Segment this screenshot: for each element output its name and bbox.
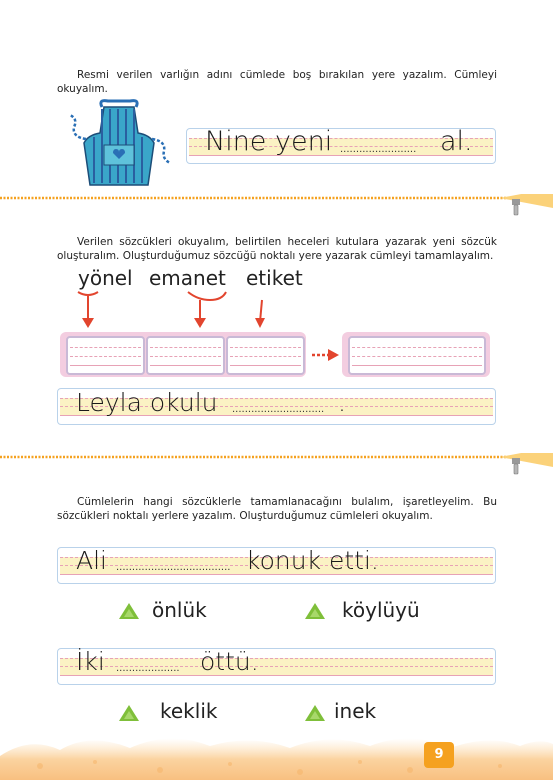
sentence4-blank[interactable]: .................... xyxy=(116,663,180,674)
sentence2-end: . xyxy=(338,388,346,417)
word-etiket: etiket xyxy=(246,266,303,290)
option-triangle-koylu[interactable] xyxy=(304,602,326,620)
word-yonel: yönel xyxy=(78,266,133,290)
option-onluk[interactable]: önlük xyxy=(152,598,207,622)
sentence3-start: Ali xyxy=(76,546,107,575)
result-word-box[interactable] xyxy=(348,336,486,375)
zipper-divider-2 xyxy=(0,453,553,479)
sentence1-blank[interactable]: ........................ xyxy=(340,144,417,155)
page-number-badge xyxy=(424,742,454,768)
sentence2-start: Leyla okulu xyxy=(76,388,218,417)
syllable-box-1[interactable] xyxy=(66,336,145,375)
syllable-arrows xyxy=(70,286,290,332)
option-triangle-onluk[interactable] xyxy=(118,602,140,620)
sentence1-start: Nine yeni xyxy=(205,126,333,157)
apron-illustration xyxy=(64,97,174,189)
option-inek[interactable]: inek xyxy=(334,699,377,723)
zipper-divider-1 xyxy=(0,194,553,218)
sentence3-end: konuk etti. xyxy=(246,546,379,575)
option-triangle-inek[interactable] xyxy=(304,704,326,722)
instruction-3: Cümlelerin hangi sözcüklerle tamamlanacağını bulalım, işaretleyelim. Bu sözcükleri noktalı yerlere yazalım. Oluşturduğumuz cümleleri okuyalım. xyxy=(57,496,497,522)
option-triangle-keklik[interactable] xyxy=(118,704,140,722)
right-arrow-icon xyxy=(310,348,340,362)
sentence4-end: öttü. xyxy=(200,647,259,676)
syllable-box-3[interactable] xyxy=(226,336,305,375)
option-keklik[interactable]: keklik xyxy=(160,699,218,723)
syllable-box-2[interactable] xyxy=(146,336,225,375)
sentence2-blank[interactable]: ............................. xyxy=(232,404,325,415)
option-koylu[interactable]: köylüyü xyxy=(342,598,420,622)
word-emanet: emanet xyxy=(149,266,226,290)
sentence3-blank[interactable]: .................................... xyxy=(116,562,231,573)
sentence4-start: İki xyxy=(76,647,105,676)
sentence1-end: al. xyxy=(440,126,473,157)
page-number: 9 xyxy=(434,747,444,762)
instruction-1: Resmi verilen varlığın adını cümlede boş bırakılan yere yazalım. Cümleyi okuyalım. xyxy=(57,69,497,95)
footer-decoration xyxy=(0,726,553,780)
instruction-2: Verilen sözcükleri okuyalım, belirtilen heceleri kutulara yazarak yeni sözcük oluşturalım. Oluşturduğumuz sözcüğü noktalı yere yazarak cümleyi tamamlayalım. xyxy=(57,236,497,262)
